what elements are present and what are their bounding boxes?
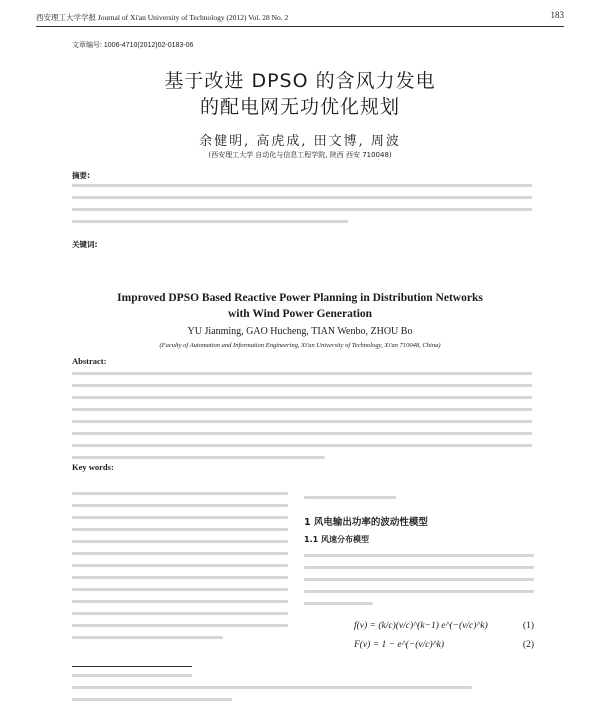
equation-1-number: (1): [522, 621, 534, 631]
section-1-heading: 1 风电输出功率的波动性模型: [304, 517, 428, 528]
running-header: [36, 10, 564, 27]
right-column-illegible-lines: [304, 554, 534, 614]
title-en-line2: with Wind Power Generation: [227, 308, 373, 320]
left-column-illegible-lines: [72, 492, 288, 648]
right-column-illegible-lines-top: [304, 496, 534, 508]
keywords-cn-label: 关键词:: [72, 240, 98, 249]
title-cn-line2: 的配电网无功优化规划: [199, 96, 400, 118]
authors-cn: 余健明, 高虎成, 田文博, 周波: [199, 134, 401, 149]
abstract-en: [72, 356, 532, 366]
title-cn-line1: 基于改进 DPSO 的含风力发电: [164, 70, 436, 92]
abstract-cn-illegible-lines: [72, 184, 532, 232]
abstract-cn: [72, 170, 532, 182]
footnote-rule: [72, 666, 192, 667]
equation-2-number: (2): [522, 640, 534, 650]
page-number: 183: [550, 10, 564, 20]
equation-1-body: f(v) = (k/c)(v/c)^(k−1) e^(−(v/c)^k): [354, 621, 488, 631]
keywords-cn: [72, 238, 532, 251]
footnote-illegible-lines: [72, 674, 472, 710]
running-title: 西安理工大学学报 Journal of Xi'an University of Technology (2012) Vol. 28 No. 2: [36, 13, 289, 22]
affiliation-en: (Faculty of Automation and Information Engineering, Xi'an University of Technology, Xi'an 710048, China): [159, 342, 441, 349]
abstract-cn-label: 摘要:: [72, 171, 90, 180]
title-en-line1: Improved DPSO Based Reactive Power Planning in Distribution Networks: [117, 292, 483, 304]
authors-en: YU Jianming, GAO Hucheng, TIAN Wenbo, ZHOU Bo: [187, 326, 413, 337]
keywords-en: [72, 462, 532, 472]
affiliation-cn: (西安理工大学 自动化与信息工程学院, 陕西 西安 710048): [208, 151, 392, 159]
section-1-1-heading: 1.1 风速分布模型: [304, 535, 369, 544]
abstract-en-illegible-lines: [72, 372, 532, 468]
equation-2-body: F(v) = 1 − e^(−(v/c)^k): [354, 640, 445, 650]
abstract-en-label: Abstract:: [72, 356, 107, 366]
article-number: 文章编号: 1006-4710(2012)02-0183-06: [72, 42, 194, 49]
keywords-en-label: Key words:: [72, 462, 114, 472]
